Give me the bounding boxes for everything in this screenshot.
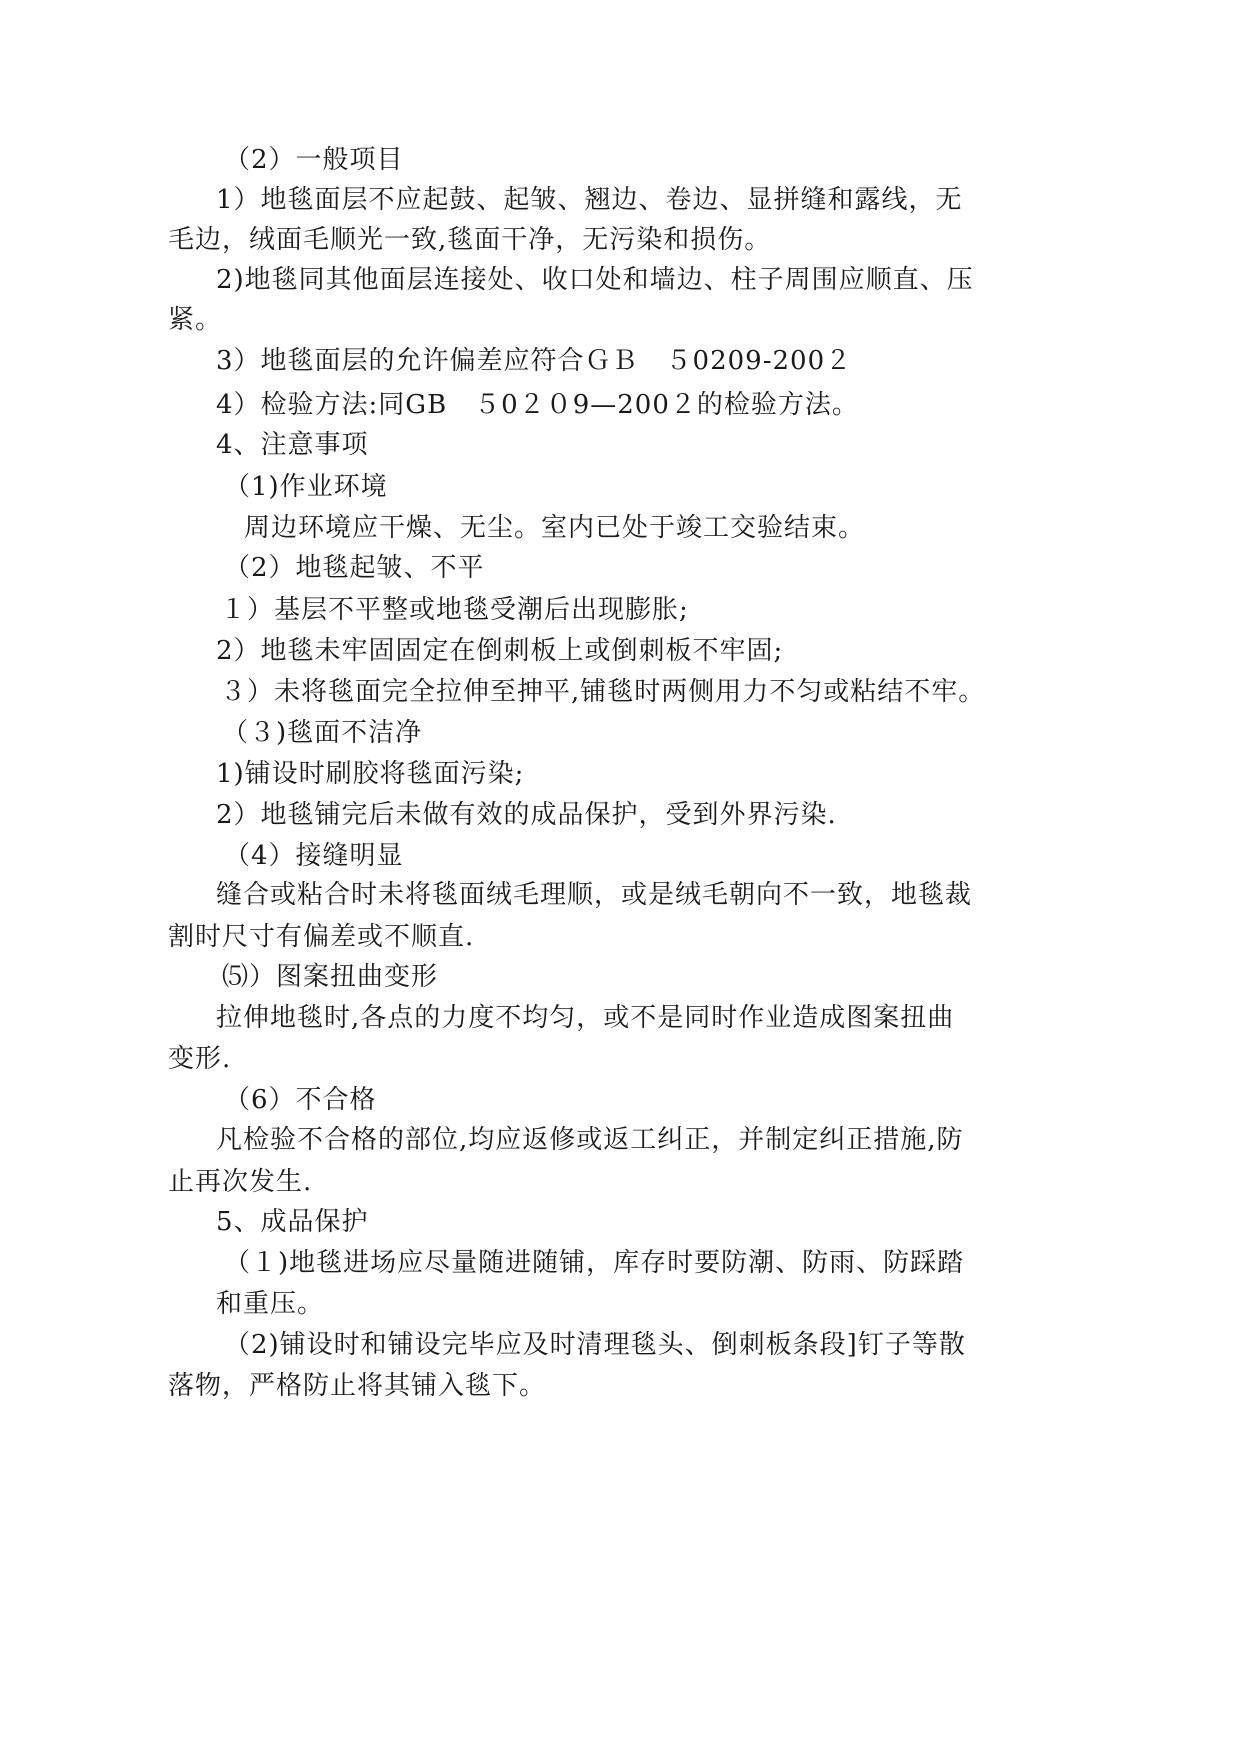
text-line: （2）一般项目 <box>224 145 404 175</box>
text-line: 拉伸地毯时,各点的力度不均匀，或不是同时作业造成图案扭曲 <box>216 1003 955 1033</box>
text-line: 落物，严格防止将其铺入毯下。 <box>168 1371 547 1401</box>
text-line: 毛边，绒面毛顺光一致,毯面干净，无污染和损伤。 <box>168 225 772 255</box>
text-line: 3）地毯面层的允许偏差应符合ＧＢ ５0209-200２ <box>216 346 853 376</box>
subsection-heading: ⑸）图案扭曲变形 <box>222 962 439 992</box>
text-line: （１)地毯进场应尽量随进随铺，库存时要防潮、防雨、防踩踏 <box>224 1248 965 1278</box>
text-line: 割时尺寸有偏差或不顺直. <box>168 922 475 952</box>
section-heading: 5、成品保护 <box>216 1207 369 1237</box>
text-line: 缝合或粘合时未将毯面绒毛理顺，或是绒毛朝向不一致，地毯裁 <box>216 880 973 910</box>
text-line: 变形. <box>168 1044 232 1074</box>
text-line: 4）检验方法:同GB ５0２０9—200２的检验方法。 <box>216 390 859 420</box>
text-line: 1)铺设时刷胶将毯面污染; <box>216 759 525 789</box>
subsection-heading: （３)毯面不洁净 <box>222 718 423 748</box>
text-line: 2）地毯铺完后未做有效的成品保护，受到外界污染. <box>216 800 837 830</box>
subsection-heading: （4）接缝明显 <box>224 841 404 871</box>
subsection-heading: （6）不合格 <box>224 1085 377 1115</box>
text-line: 紧。 <box>168 305 223 335</box>
text-line: （2)铺设时和铺设完毕应及时清理毯头、倒刺板条段]钉子等散 <box>224 1330 966 1360</box>
subsection-heading: （1)作业环境 <box>224 472 388 502</box>
text-line: １）基层不平整或地毯受潮后出现膨胀; <box>220 595 689 625</box>
text-line: 凡检验不合格的部位,均应返修或返工纠正，并制定纠正措施,防 <box>216 1125 964 1155</box>
text-line: 止再次发生. <box>168 1167 313 1197</box>
text-line: 周边环境应干燥、无尘。室内已处于竣工交验结束。 <box>244 513 866 543</box>
text-line: ３）未将毯面完全拉伸至抻平,铺毯时两侧用力不匀或粘结不牢。 <box>220 677 986 707</box>
text-line: 2)地毯同其他面层连接处、收口处和墙边、柱子周围应顺直、压 <box>216 265 974 295</box>
text-line: 2）地毯未牢固固定在倒刺板上或倒刺板不牢固; <box>216 636 784 666</box>
text-line: 和重压。 <box>216 1289 325 1319</box>
text-line: 1）地毯面层不应起鼓、起皱、翘边、卷边、显拼缝和露线，无 <box>216 185 963 215</box>
section-heading: 4、注意事项 <box>216 430 369 460</box>
subsection-heading: （2）地毯起皱、不平 <box>224 553 485 583</box>
